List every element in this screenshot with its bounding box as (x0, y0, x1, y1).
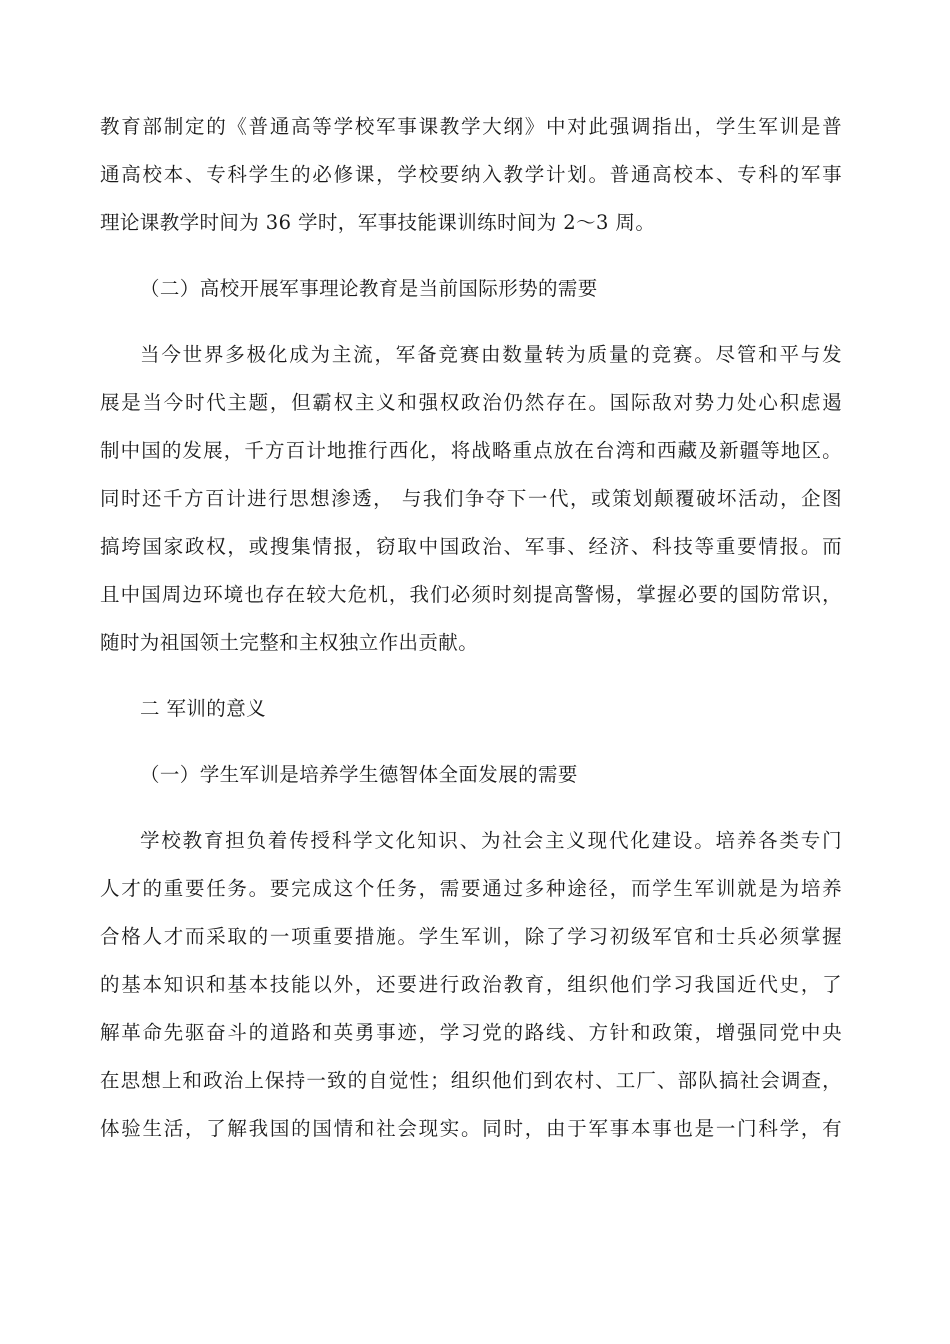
text-line: 搞垮国家政权，或搜集情报，窃取中国政治、军事、经济、科技等重要情报。而 (100, 535, 842, 558)
text-line: 展是当今时代主题，但霸权主义和强权政治仍然存在。国际敌对势力处心积虑遏 (100, 391, 842, 414)
text-line: 学校教育担负着传授科学文化知识、为社会主义现代化建设。培养各类专门 (140, 829, 842, 852)
text-line: 在思想上和政治上保持一致的自觉性；组织他们到农村、工厂、部队搞社会调查， (100, 1069, 842, 1092)
text-line: 通高校本、专科学生的必修课，学校要纳入教学计划。普通高校本、专科的军事 (100, 163, 842, 186)
text-line: 解革命先驱奋斗的道路和英勇事迹，学习党的路线、方针和政策，增强同党中央 (100, 1021, 842, 1044)
text-line: 合格人才而采取的一项重要措施。学生军训，除了学习初级军官和士兵必须掌握 (100, 925, 842, 948)
text-line: 随时为祖国领土完整和主权独立作出贡献。 (100, 631, 479, 654)
paragraph-school-education (100, 817, 842, 1153)
section-heading-international-situation: （二）高校开展军事理论教育是当前国际形势的需要 (140, 277, 598, 300)
text-line: 人才的重要任务。要完成这个任务，需要通过多种途径，而学生军训就是为培养 (100, 877, 842, 900)
text-line: 当今世界多极化成为主流，军备竞赛由数量转为质量的竞赛。尽管和平与发 (140, 343, 842, 366)
paragraph-world-situation (100, 331, 842, 667)
document-body (100, 103, 842, 1153)
text-line: 制中国的发展，千方百计地推行西化，将战略重点放在台湾和西藏及新疆等地区。 (100, 439, 842, 462)
text-line: 体验生活，了解我国的国情和社会现实。同时，由于军事本事也是一门科学，有 (100, 1117, 842, 1140)
text-line: 理论课教学时间为 36 学时，军事技能课训练时间为 2～3 周。 (100, 211, 656, 234)
text-line: 教育部制定的《普通高等学校军事课教学大纲》中对此强调指出，学生军训是普 (100, 115, 842, 138)
section-heading-all-round-development: （一）学生军训是培养学生德智体全面发展的需要 (140, 763, 578, 786)
section-heading-military-training-significance: 二 军训的意义 (140, 697, 266, 720)
text-line: 的基本知识和基本技能以外，还要进行政治教育，组织他们学习我国近代史，了 (100, 973, 842, 996)
paragraph-curriculum-requirement (100, 103, 842, 247)
text-line: 同时还千方百计进行思想渗透， 与我们争夺下一代，或策划颠覆破坏活动，企图 (100, 487, 842, 510)
text-line: 且中国周边环境也存在较大危机，我们必须时刻提高警惕，掌握必要的国防常识， (100, 583, 842, 606)
